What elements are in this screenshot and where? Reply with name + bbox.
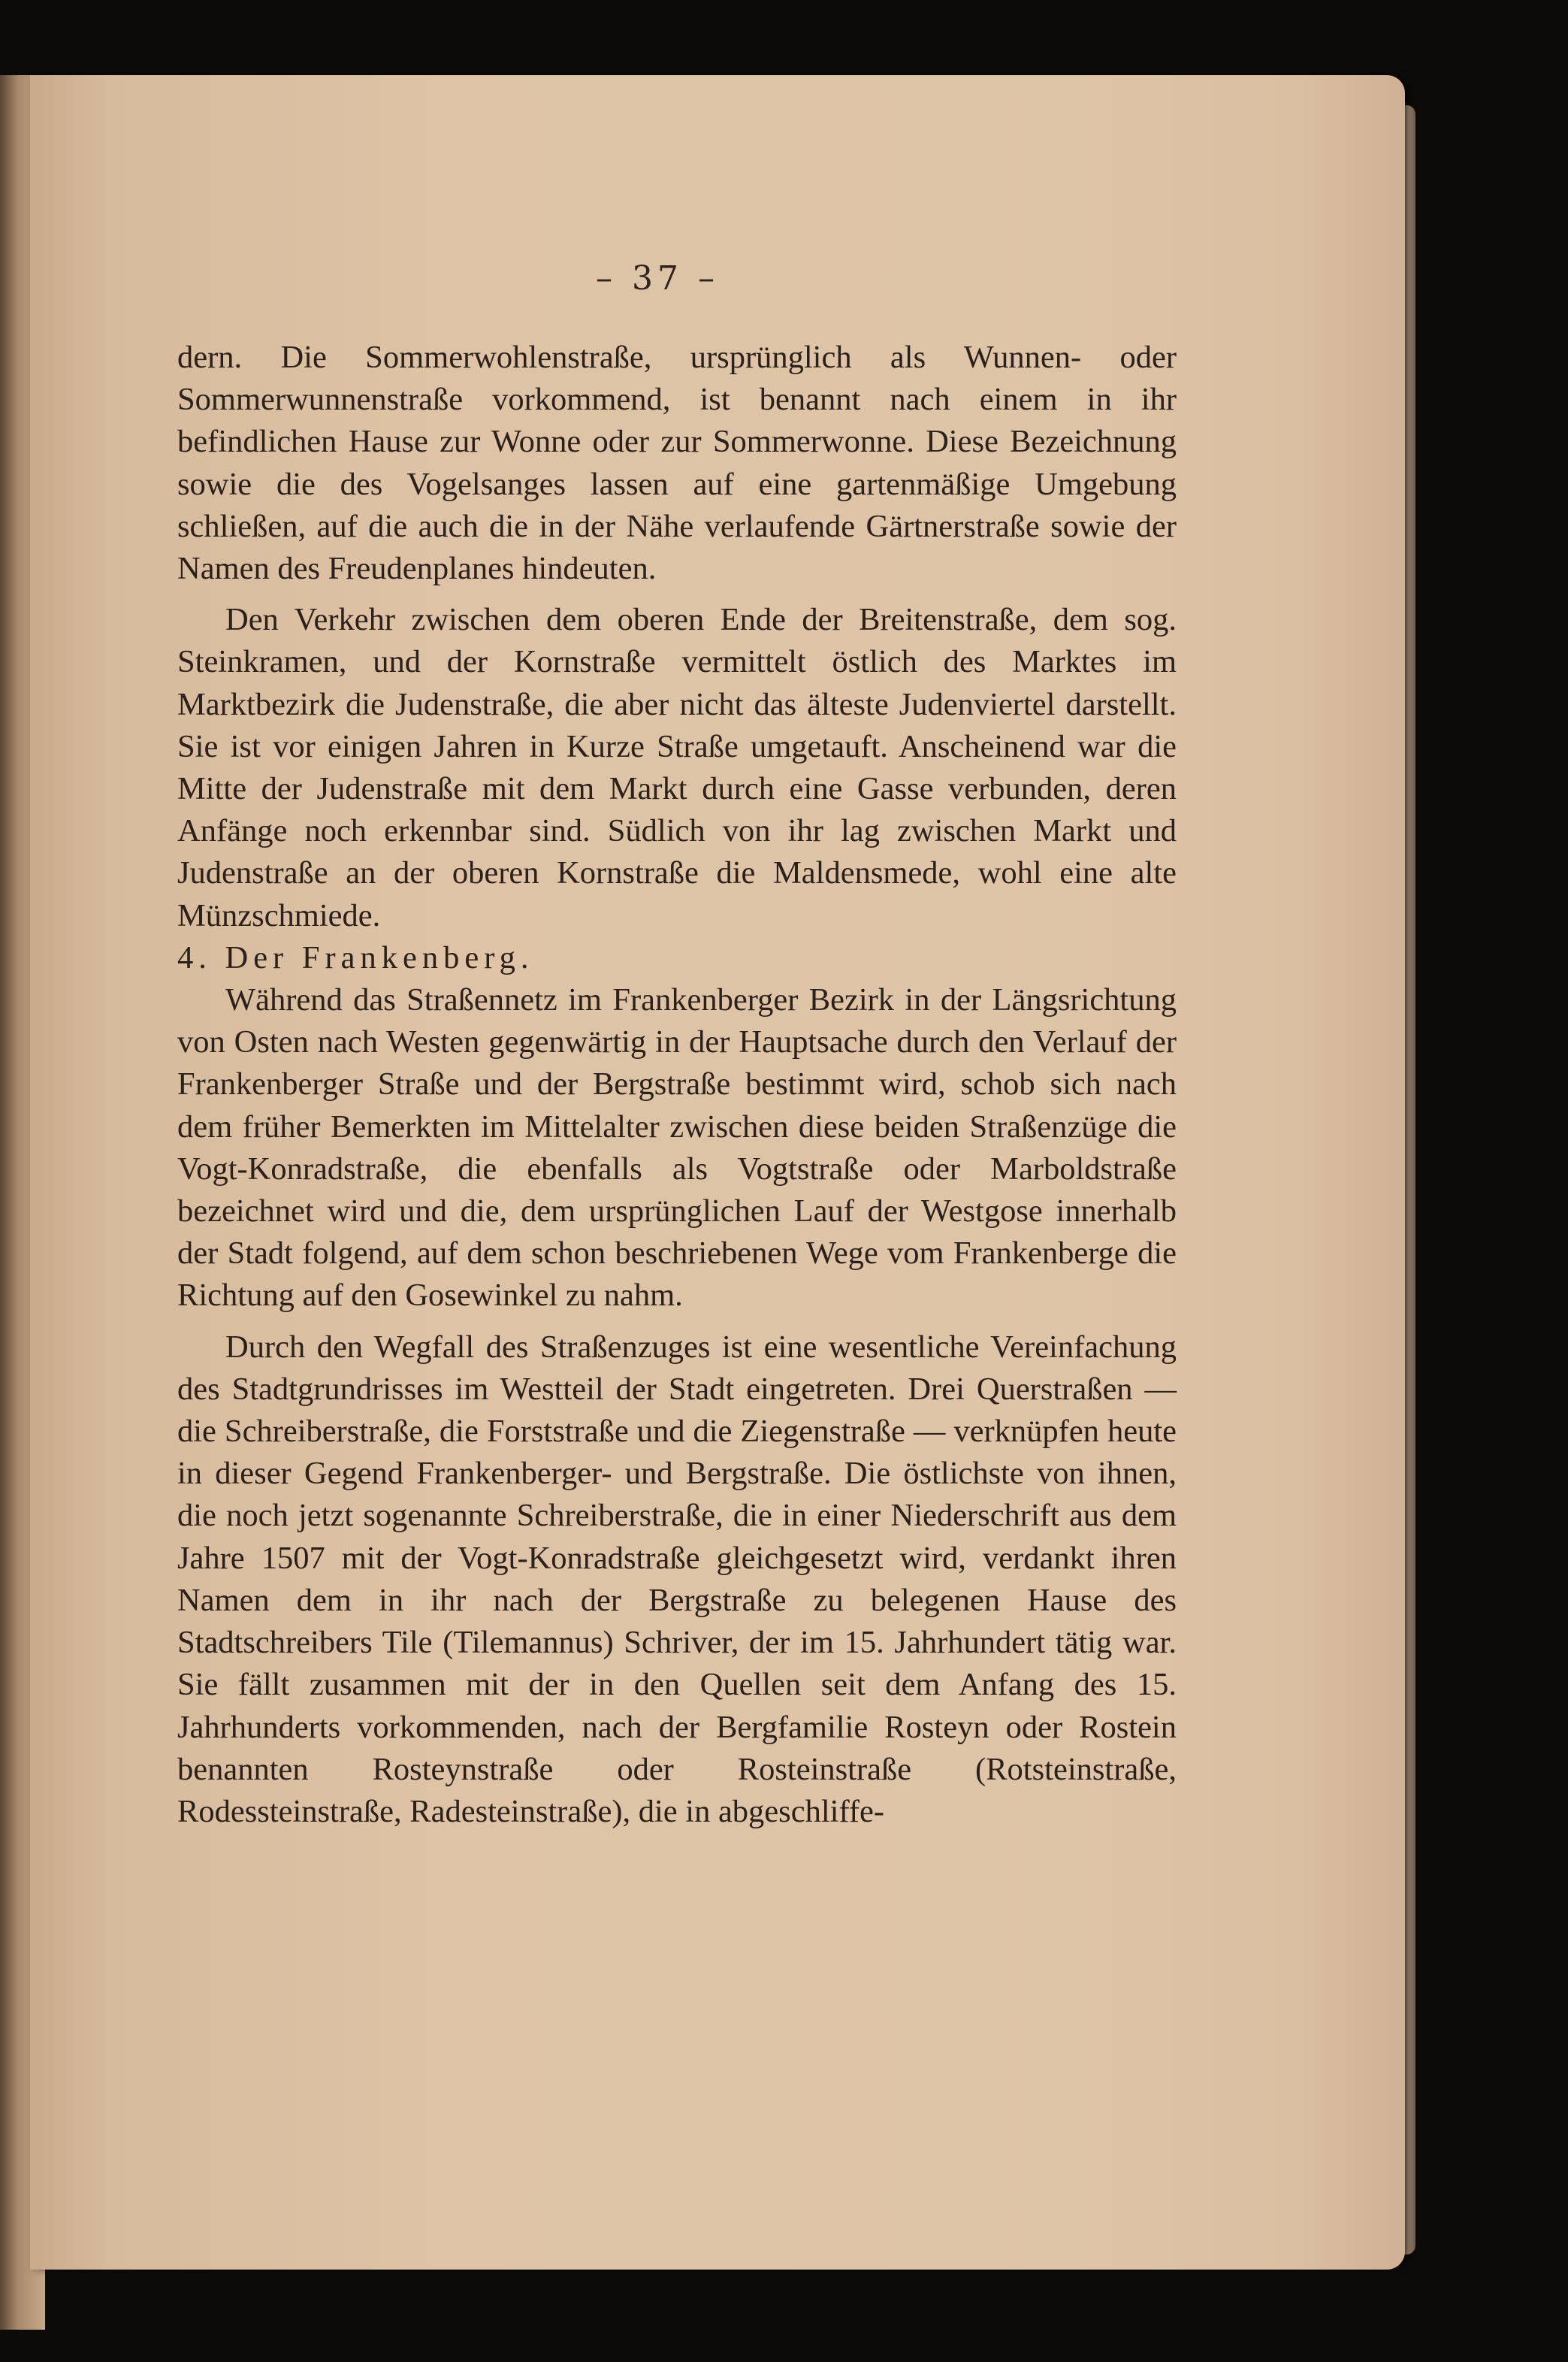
paragraph: Durch den Wegfall des Straßenzuges ist eine wesentliche Vereinfachung des Stadtgrundrisses im Westteil der Stadt eingetreten. Drei Querstraßen — die Schreiberstraße, die Forststraße und die Ziegenstraße — verknüpfen heute in dieser Gegend Frankenberger- und Bergstraße. Die östlichste von ihnen, die noch jetzt sogenannte Schreiberstraße, die in einer Niederschrift aus dem Jahre 1507 mit der Vogt-Konradstraße gleichgesetzt wird, verdankt ihren Namen dem in ihr nach der Bergstraße zu belegenen Hause des Stadtschreibers Tile (Tilemannus) Schriver, der im 15. Jahrhundert tätig war. Sie fällt zusammen mit der in den Quellen seit dem Anfang des 15. Jahrhunderts vorkommenden, nach der Bergfamilie Rosteyn oder Rostein benannten Rosteynstraße oder Rosteinstraße (Rotsteinstraße, Rodessteinstraße, Radesteinstraße), die in abgeschliffe- [177, 1329, 1177, 1829]
paragraph: Den Verkehr zwischen dem oberen Ende der Breitenstraße, dem sog. Steinkramen, und der Kornstraße vermittelt östlich des Marktes im Marktbezirk die Judenstraße, die aber nicht das älteste Judenviertel darstellt. Sie ist vor einigen Jahren in Kurze Straße umgetauft. Anscheinend war die Mitte der Judenstraße mit dem Markt durch eine Gasse verbunden, deren Anfänge noch erkennbar sind. Südlich von ihr lag zwischen Markt und Judenstraße an der oberen Kornstraße die Maldensmede, wohl eine alte Münzschmiede. [177, 602, 1177, 933]
paragraph: Während das Straßennetz im Frankenberger Bezirk in der Längsrichtung von Osten nach Westen gegenwärtig in der Hauptsache durch den Verlauf der Frankenberger Straße und der Bergstraße bestimmt wird, schob sich nach dem früher Bemerkten im Mittelalter zwischen diese beiden Straßenzüge die Vogt-Konradstraße, die ebenfalls als Vogtstraße oder Marboldstraße bezeichnet wird und die, dem ursprünglichen Lauf der Westgose innerhalb der Stadt folgend, auf dem schon beschriebenen Wege vom Frankenberge die Richtung auf den Gosewinkel zu nahm. [177, 982, 1177, 1314]
body-text [177, 337, 1177, 1833]
page-stack-edge [1403, 105, 1415, 2255]
paragraph-continued: dern. Die Sommerwohlenstraße, ursprünglich als Wunnen- oder Sommerwunnenstraße vorkommend, ist benannt nach einem in ihr befindlichen Hause zur Wonne oder zur Sommerwonne. Diese Bezeichnung sowie die des Vogelsanges lassen auf eine gartenmäßige Umgebung schließen, auf die auch die in der Nähe verlaufende Gärtnerstraße sowie der Namen des Freudenplanes hindeuten. [177, 340, 1177, 587]
page-number: – 37 – [596, 259, 719, 298]
section-heading: 4. Der Frankenberg. [177, 939, 534, 975]
